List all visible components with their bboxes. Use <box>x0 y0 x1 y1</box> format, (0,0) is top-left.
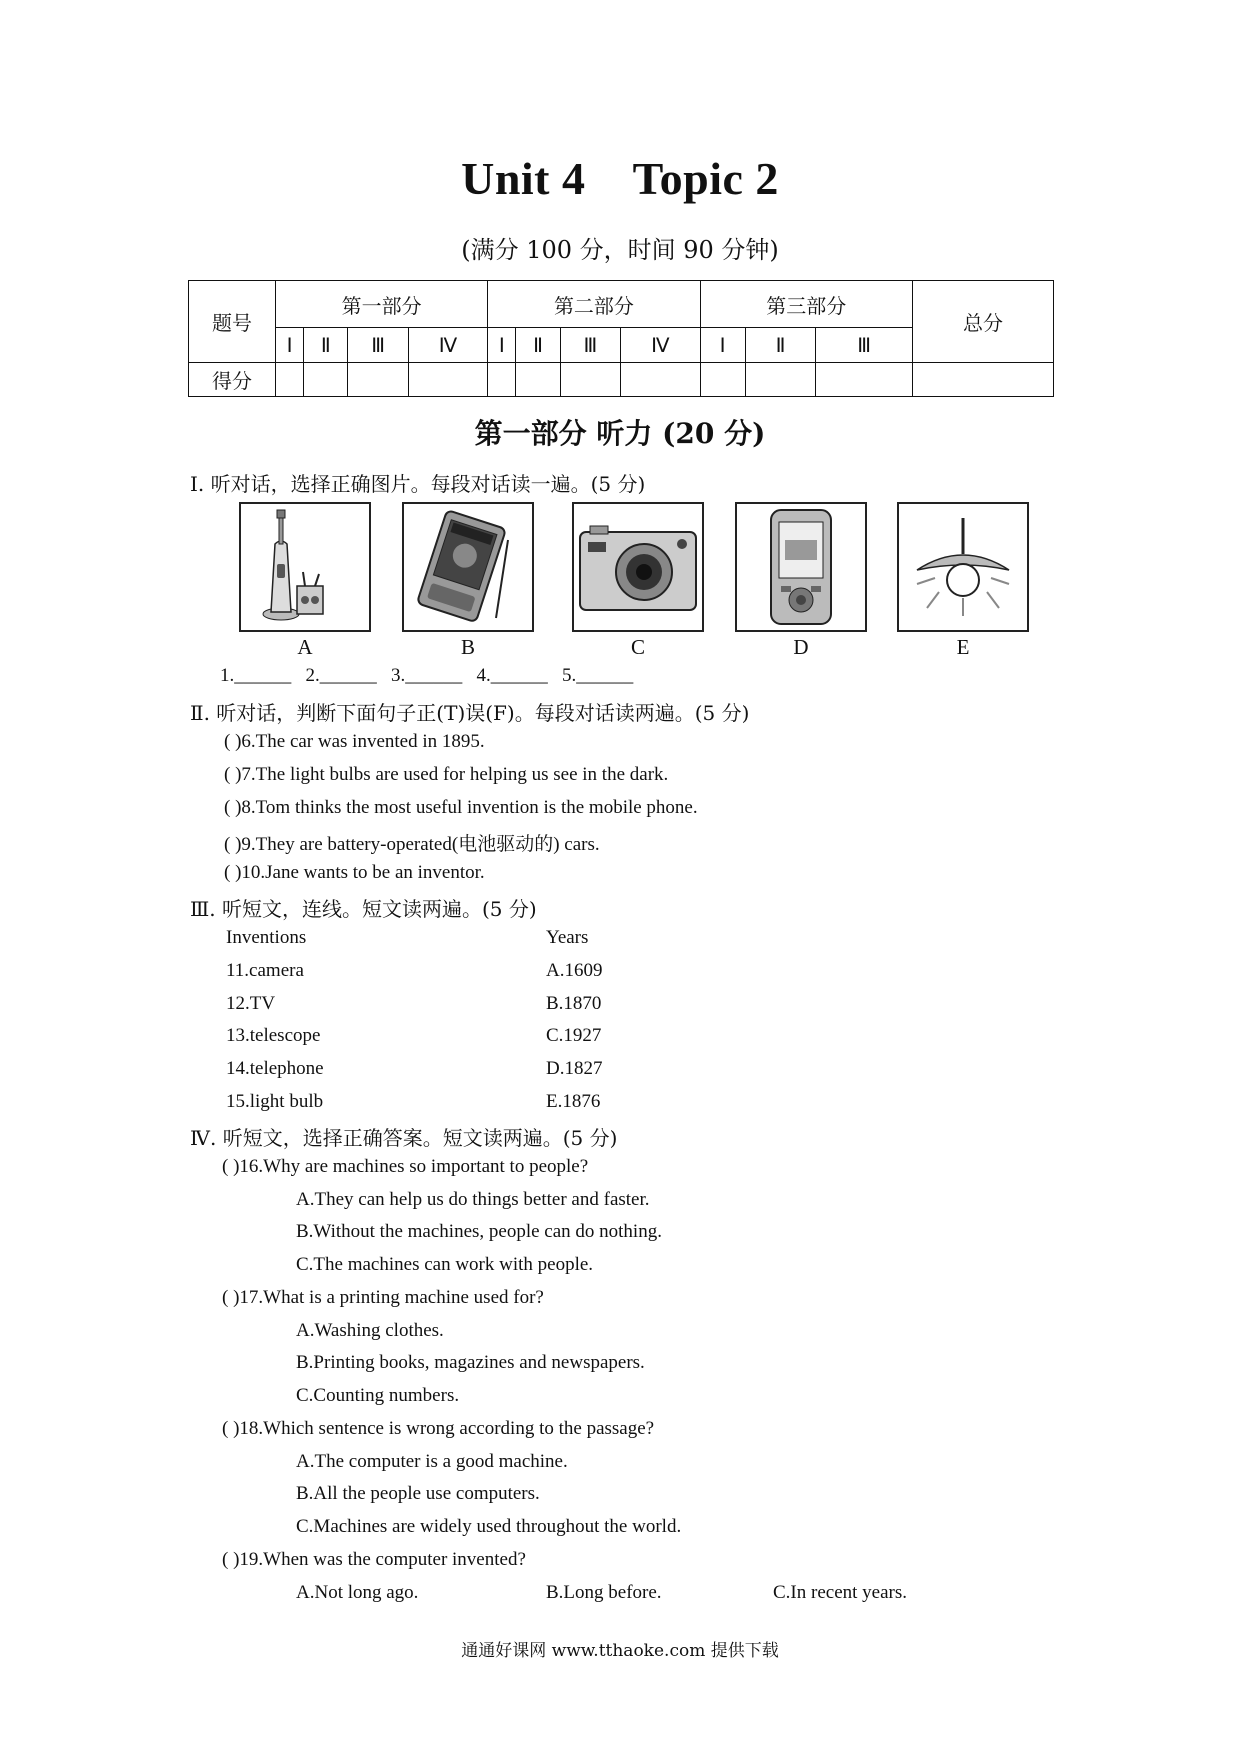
page-subtitle: (满分 100 分，时间 90 分钟) <box>461 236 779 264</box>
picture-label: C <box>630 635 645 659</box>
mobile-phone-icon <box>737 504 865 630</box>
option: A.Washing clothes. <box>296 1320 444 1341</box>
sub-header: Ⅲ <box>348 328 408 363</box>
sub-header: Ⅲ <box>816 328 913 363</box>
q2-heading: Ⅱ. 听对话，判断下面句子正(T)误(F)。每段对话读两遍。(5 分) <box>190 701 750 725</box>
match-left-item: 14.telephone <box>226 1058 324 1079</box>
score-table <box>188 280 1054 397</box>
picture-d <box>735 502 867 632</box>
question-17: ( )17.What is a printing machine used for? <box>222 1287 544 1308</box>
match-left-item: 13.telescope <box>226 1025 321 1046</box>
match-left-item: 15.light bulb <box>226 1091 324 1112</box>
score-cell[interactable] <box>276 363 304 397</box>
picture-label: A <box>297 635 313 659</box>
option: C.The machines can work with people. <box>296 1254 594 1275</box>
option: B.Without the machines, people can do nothing. <box>296 1221 662 1242</box>
tf-item: ( )8.Tom thinks the most useful invention is the mobile phone. <box>224 797 698 818</box>
score-cell[interactable] <box>700 363 745 397</box>
digital-camera-icon <box>574 504 702 630</box>
question-19: ( )19.When was the computer invented? <box>222 1549 526 1570</box>
sub-header: Ⅱ <box>516 328 560 363</box>
score-cell[interactable] <box>488 363 516 397</box>
picture-e <box>897 502 1029 632</box>
match-right-item: A.1609 <box>546 960 603 981</box>
part2-header: 第二部分 <box>488 281 700 328</box>
sub-header: Ⅰ <box>276 328 304 363</box>
picture-label: D <box>793 635 809 659</box>
option: C.In recent years. <box>773 1582 907 1603</box>
option: C.Machines are widely used throughout the world. <box>296 1516 682 1537</box>
option: B.All the people use computers. <box>296 1483 540 1504</box>
q4-heading: Ⅳ. 听短文，选择正确答案。短文读两遍。(5 分) <box>190 1126 618 1150</box>
score-cell[interactable] <box>304 363 348 397</box>
q3-heading: Ⅲ. 听短文，连线。短文读两遍。(5 分) <box>190 897 537 921</box>
sub-header: Ⅳ <box>621 328 701 363</box>
sub-header: Ⅳ <box>408 328 488 363</box>
tf-item: ( )6.The car was invented in 1895. <box>224 731 485 752</box>
tf-item: ( )10.Jane wants to be an inventor. <box>224 862 485 883</box>
picture-label: B <box>460 635 475 659</box>
section-heading: 第一部分 听力 (20 分) <box>474 417 766 450</box>
sub-header: Ⅰ <box>700 328 745 363</box>
option: A.They can help us do things better and faster. <box>296 1189 650 1210</box>
total-header: 总分 <box>913 281 1054 363</box>
score-cell[interactable] <box>516 363 560 397</box>
match-right-item: D.1827 <box>546 1058 603 1079</box>
match-left-item: 12.TV <box>226 993 276 1014</box>
score-cell[interactable] <box>408 363 488 397</box>
option: A.The computer is a good machine. <box>296 1451 568 1472</box>
picture-b <box>402 502 534 632</box>
question-number-label: 题号 <box>189 281 276 363</box>
score-cell[interactable] <box>560 363 620 397</box>
score-cell[interactable] <box>816 363 913 397</box>
score-row-label: 得分 <box>189 363 276 397</box>
tf-item: ( )7.The light bulbs are used for helping us see in the dark. <box>224 764 669 785</box>
q1-answer-blanks[interactable]: 1.______ 2.______ 3.______ 4.______ 5.______ <box>220 665 634 686</box>
match-right-item: E.1876 <box>546 1091 601 1112</box>
sub-header: Ⅱ <box>745 328 816 363</box>
column-header-inventions: Inventions <box>226 927 307 948</box>
part1-header: 第一部分 <box>276 281 488 328</box>
sub-header: Ⅱ <box>304 328 348 363</box>
sub-header: Ⅲ <box>560 328 620 363</box>
tf-item: ( )9.They are battery-operated(电池驱动的) cars. <box>224 834 600 855</box>
score-cell[interactable] <box>348 363 408 397</box>
picture-c <box>572 502 704 632</box>
sub-header: Ⅰ <box>488 328 516 363</box>
solar-spinner-toy-icon <box>899 504 1027 630</box>
score-cell[interactable] <box>621 363 701 397</box>
footer-text: 通通好课网 www.tthaoke.com 提供下载 <box>461 1641 779 1661</box>
match-left-item: 11.camera <box>226 960 304 981</box>
picture-label: E <box>956 635 970 659</box>
part3-header: 第三部分 <box>700 281 912 328</box>
total-score-cell[interactable] <box>913 363 1054 397</box>
option: B.Printing books, magazines and newspapers. <box>296 1352 645 1373</box>
q1-heading: Ⅰ. 听对话，选择正确图片。每段对话读一遍。(5 分) <box>190 472 646 496</box>
electric-toothbrush-icon <box>241 504 369 630</box>
question-18: ( )18.Which sentence is wrong according to the passage? <box>222 1418 655 1439</box>
match-right-item: B.1870 <box>546 993 602 1014</box>
match-right-item: C.1927 <box>546 1025 602 1046</box>
option: B.Long before. <box>546 1582 662 1603</box>
e-book-reader-icon <box>404 504 532 630</box>
page-title: Unit 4 Topic 2 <box>461 153 779 204</box>
option: C.Counting numbers. <box>296 1385 460 1406</box>
column-header-years: Years <box>546 927 589 948</box>
score-cell[interactable] <box>745 363 816 397</box>
picture-a <box>239 502 371 632</box>
option: A.Not long ago. <box>296 1582 419 1603</box>
question-16: ( )16.Why are machines so important to people? <box>222 1156 589 1177</box>
